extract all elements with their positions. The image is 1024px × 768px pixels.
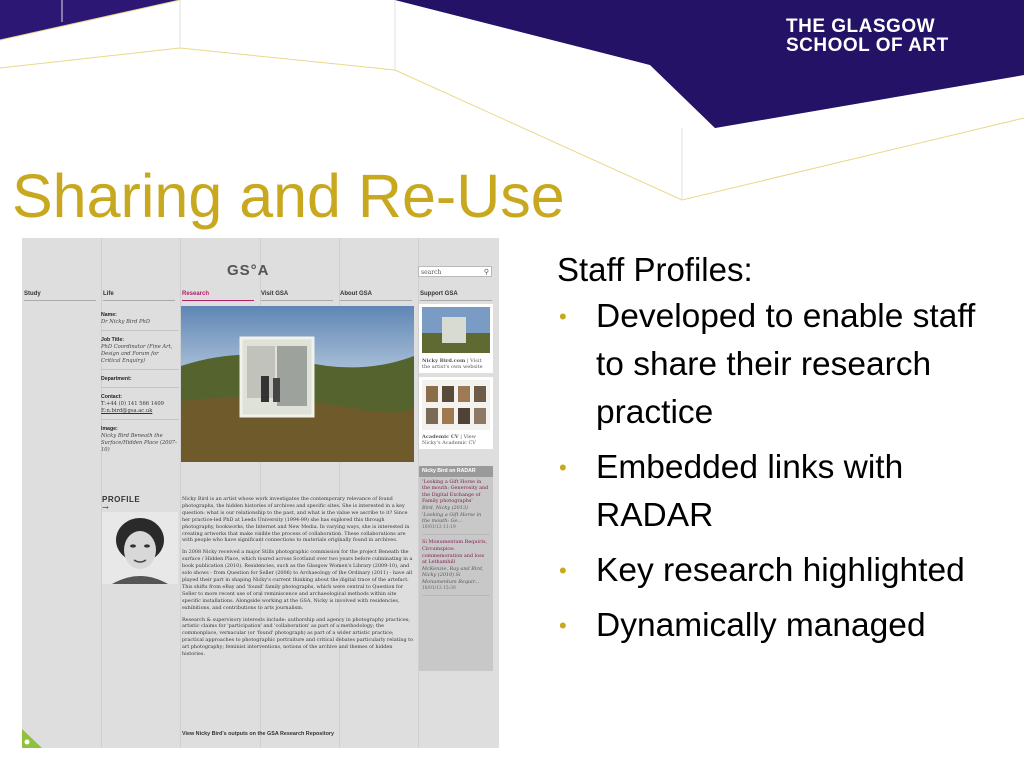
name-value: Dr Nicky Bird PhD: [101, 319, 151, 325]
bullet-dot-icon: •: [559, 455, 567, 480]
image-value: Nicky Bird Beneath the Surface/Hidden Place (2007-10): [101, 433, 177, 453]
website-thumbnail: [422, 307, 490, 353]
website-screenshot: [22, 238, 499, 748]
radar-panel: [419, 466, 493, 671]
nav-visit-gsa[interactable]: Visit GSA: [261, 291, 333, 301]
card-text: Visit the artist's own website: [422, 357, 483, 370]
corner-share-icon[interactable]: [22, 729, 42, 748]
bullet-text: Developed to enable staff to share their research practice: [596, 298, 976, 431]
bullet-item: [557, 293, 1007, 437]
portrait-photo: [102, 512, 178, 584]
radar-item-meta: Bird, Nicky (2013) 'Looking a Gift Horse in the mouth: Ge...: [422, 504, 482, 525]
bio-paragraph: In 2008 Nicky received a major Stills photographic commission for the project Beneath the surface / Hidden Place, which toured across Scotland over two years before culminating in a book publication (2010). Residencies, such as the Glasgow Women's Library (2009-10), and solo shows - from Question for Seller (2006) to Archaeology of the Ordinary (2011) - have all played their part in shaping Nicky's current thinking about the digital trace of the artefact. This shifts from eBay and 'found' family photographs, which were central to Question for Seller to more recent use of oral reminiscence and archaeological methods within site specific installations. Alongside working at the GSA, Nicky is involved with residencies, exhibitions, and contributions to arts journalism.: [182, 549, 413, 611]
search-input[interactable]: [418, 266, 492, 277]
job-title-value: PhD Coordinator (Fine Art, Design and Forum for Critical Enquiry): [101, 344, 173, 364]
radar-item-meta: McKenzie, Ray and Bird, Nicky (2010) Si Monumentum Requir...: [422, 565, 484, 585]
department-label: Department:: [101, 376, 132, 382]
bullet-dot-icon: •: [559, 304, 567, 329]
profile-details: [101, 306, 179, 454]
website-card[interactable]: Nicky Bird.com | Visit the artist's own website: [419, 304, 493, 373]
nav-support-gsa[interactable]: Support GSA: [420, 291, 492, 301]
radar-item-date: 18/01/13 15:30: [422, 586, 490, 597]
nav-study[interactable]: Study: [24, 291, 96, 301]
bullet-dot-icon: •: [559, 558, 567, 583]
card-text: View Nicky's Academic CV: [422, 434, 476, 447]
radar-item-title[interactable]: 'Looking a Gift Horse in the mouth: Generosity and the Digital Exchange of Family photographs': [422, 478, 489, 505]
image-label: Image:: [101, 426, 118, 432]
bullet-item: [557, 602, 1007, 650]
site-logo: GS°A: [227, 262, 270, 279]
radar-item-title[interactable]: Si Monumentum Requiris, Circumspice: commemoration and loss at Lethamhill: [422, 539, 488, 566]
bullet-text: Dynamically managed: [596, 607, 926, 644]
radar-heading: Nicky Bird on RADAR: [419, 466, 493, 477]
bullet-item: [557, 547, 1007, 595]
bio-paragraph: Research & supervisory interests include: authorship and agency in photography practices; artistic claims for 'participation' and 'collaboration' as part of a methodology; the commonplace, vernacular (or 'found' photograph) as part of a wider artistic practice; practical approaches to photographic portraiture and critical debates particularly relating to art photography; feminist interventions, notions of the archive and themes of hidden histories.: [182, 616, 414, 658]
name-label: Name:: [101, 312, 117, 318]
contact-phone: T:+44 (0) 141 566 1409: [101, 401, 164, 407]
logo-line-2: SCHOOL OF ART: [786, 35, 949, 56]
nav-about-gsa[interactable]: About GSA: [340, 291, 412, 301]
radar-item[interactable]: [419, 537, 493, 598]
logo-line-1: THE GLASGOW: [786, 16, 936, 37]
job-title-label: Job Title:: [101, 337, 124, 343]
bullet-list: [557, 248, 1007, 657]
search-icon[interactable]: ⚲: [483, 268, 489, 276]
bio-paragraph: Nicky Bird is an artist whose work investigates the contemporary relevance of found photographs, the hidden histories of archives and specific sites. She is interested in a key question: what is our relationship to the past, and what is the value we ascribe to it? Since her practice-led PhD at Leeds University (1994-99) she has explored this through photography, bookworks, the Internet and New Media. In varying ways, she is interested in creating artworks that make visible the process of collaboration. These collaborations are with people who have significant connections to materials originally found in archives.: [182, 496, 410, 544]
hero-photo: [181, 306, 414, 462]
cv-thumbnail: [422, 380, 490, 430]
card-title[interactable]: Nicky Bird.com: [422, 357, 466, 364]
profile-label: PROFILE: [102, 495, 141, 504]
bullet-dot-icon: •: [559, 613, 567, 638]
nav-life[interactable]: Life: [103, 291, 175, 301]
biography: [182, 496, 414, 663]
search-placeholder: search: [421, 269, 442, 276]
bullet-text: Embedded links with RADAR: [596, 449, 904, 534]
contact-label: Contact:: [101, 394, 123, 400]
bullet-text: Key research highlighted: [596, 552, 965, 589]
arrow-right-icon: →: [102, 503, 109, 512]
contact-email[interactable]: E:n.bird@gsa.ac.uk: [101, 408, 153, 414]
gsa-logo: [786, 17, 949, 55]
slide-title: Sharing and Re-Use: [12, 162, 565, 230]
sidebar-cards: [419, 304, 493, 453]
nav-research[interactable]: Research: [182, 291, 254, 301]
cv-card[interactable]: Academic CV | View Nicky's Academic CV: [419, 377, 493, 450]
card-title[interactable]: Academic CV: [422, 434, 459, 441]
radar-item[interactable]: [419, 477, 493, 538]
intro-text: Staff Profiles:: [557, 251, 753, 288]
bullet-item: [557, 444, 1007, 540]
radar-item-date: 10/01/13 11:19: [422, 525, 490, 536]
repository-link[interactable]: View Nicky Bird's outputs on the GSA Research Repository: [182, 731, 334, 737]
